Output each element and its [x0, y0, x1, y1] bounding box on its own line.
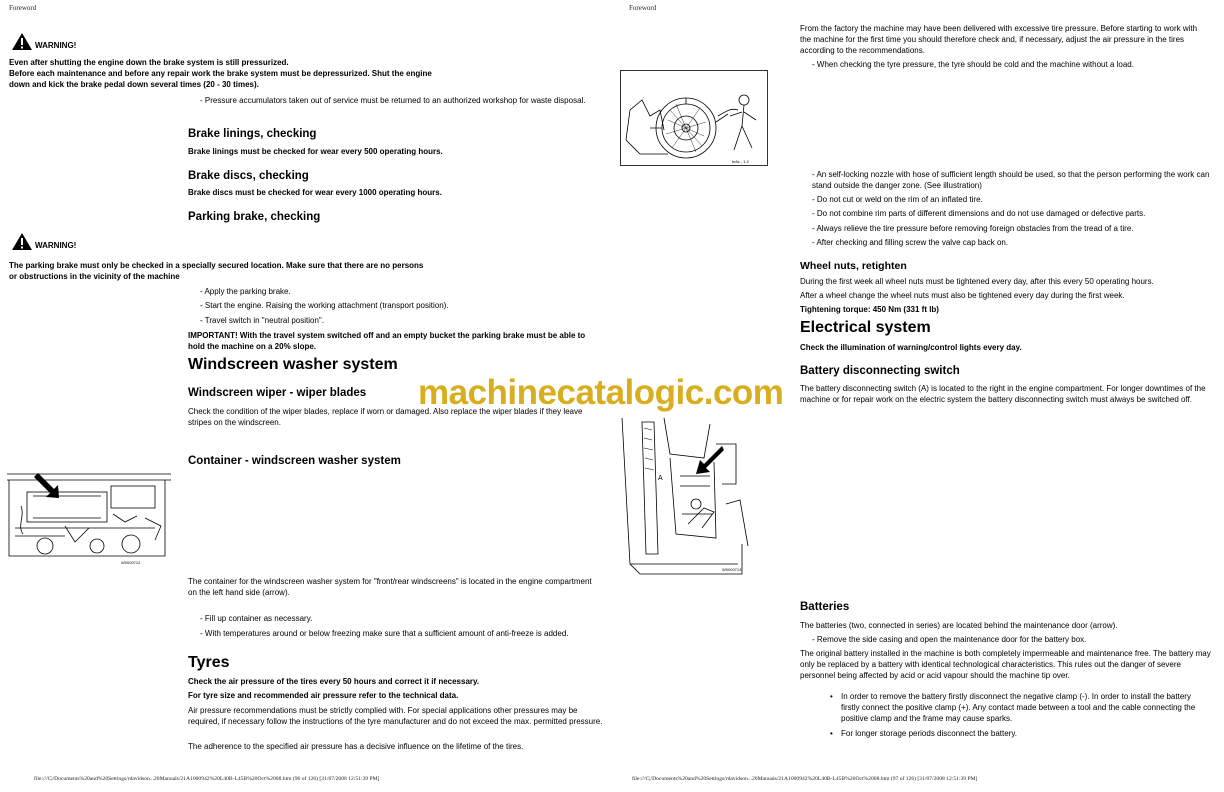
parking-step: - Travel switch in "neutral position".	[200, 316, 324, 325]
tyre-safety-step: - An self-locking nozzle with hose of sufficient length should be used, so that the person performing the work can stand outside the danger zone. (See illustration)	[812, 170, 1210, 190]
warning-line: The parking brake must only be checked in a specially secured location. Make sure that there are no persons	[9, 261, 424, 270]
warning-label: WARNING!	[35, 241, 77, 250]
parking-step: - Start the engine. Raising the working attachment (transport position).	[200, 301, 449, 310]
tyre-safety-step: - Do not cut or weld on the rim of an inflated tire.	[812, 195, 983, 204]
watermark-text: machinecatalogic.com	[418, 373, 784, 412]
tyre-check-note: - When checking the tyre pressure, the tyre should be cold and the machine without a load.	[812, 60, 1134, 69]
washer-container-figure	[5, 466, 173, 570]
warning-line: Before each maintenance and before any repair work the brake system must be depressurized. Shut the engine	[9, 69, 432, 78]
container-step: - Fill up container as necessary.	[200, 614, 313, 623]
batteries-text: The batteries (two, connected in series) are located behind the maintenance door (arrow).	[800, 621, 1118, 630]
tyre-intro-text: From the factory the machine may have been delivered with excessive tire pressure. Before starting to work with the machine for the first time you should therefore check and, if necessary, adjust the air pressure in the tires according to the recommendations.	[800, 24, 1198, 55]
page-header: Foreword	[9, 4, 37, 12]
warning-text	[9, 260, 489, 282]
page-footer: file:///C|/Documents%20and%20Settings/rdavidson...20Manuals/21A1000942%20L40B-L45B%20Oct%2008.htm (97 of 126) [31/07/2008 12:51:39 PM]	[632, 776, 978, 782]
accumulator-note: - Pressure accumulators taken out of service must be returned to an authorized workshop for waste disposal.	[200, 96, 586, 105]
battery-switch-heading: Battery disconnecting switch	[800, 365, 960, 377]
tyres-text: The adherence to the specified air pressure has a decisive influence on the lifetime of the tires.	[188, 742, 524, 751]
tyres-bold-text: For tyre size and recommended air pressure refer to the technical data.	[188, 691, 459, 700]
battery-switch-text: The battery disconnecting switch (A) is located to the right in the engine compartment. For longer downtimes of the machine or for repair work on the electric system the battery disconnecting switch must always be switched off.	[800, 384, 1206, 404]
wiper-heading: Windscreen wiper - wiper blades	[188, 387, 367, 399]
brake-linings-heading: Brake linings, checking	[188, 128, 317, 140]
parking-brake-heading: Parking brake, checking	[188, 211, 321, 223]
brake-discs-heading: Brake discs, checking	[188, 170, 309, 182]
warning-triangle-icon	[11, 32, 33, 51]
parking-step: - Apply the parking brake.	[200, 287, 291, 296]
figure-code: W0000712	[121, 560, 141, 565]
batteries-heading: Batteries	[800, 601, 850, 613]
warning-text	[9, 57, 489, 90]
important-note: IMPORTANT! With the travel system switched off and an empty bucket the parking brake must be able to hold the machine on a 20% slope.	[188, 331, 586, 351]
tyre-safety-step: - After checking and filling screw the valve cap back on.	[812, 238, 1009, 247]
warning-label: WARNING!	[35, 41, 77, 50]
arrow-icon	[696, 446, 724, 474]
warning-triangle-icon	[11, 232, 33, 251]
warning-line: down and kick the brake pedal down several times (20 - 30 times).	[9, 80, 259, 89]
brake-linings-text: Brake linings must be checked for wear every 500 operating hours.	[188, 147, 443, 156]
electrical-heading: Electrical system	[800, 319, 931, 336]
list-item: • In order to remove the battery firstly disconnect the negative clamp (-). In order to install the battery firstly connect the positive clamp (+). Any contact made between a tool and the cable connecting the positive clamp and the frame may cause sparks.	[830, 691, 1208, 724]
container-heading: Container - windscreen washer system	[188, 455, 401, 467]
figure-code: W0000713	[722, 567, 742, 572]
container-step: - With temperatures around or below freezing make sure that a sufficient amount of anti-freeze is added.	[200, 629, 569, 638]
warning-block	[11, 32, 76, 51]
tyre-inflation-figure	[620, 70, 768, 166]
wiper-text: Check the condition of the wiper blades, replace if worn or damaged. Also replace the wiper blades if they leave stripes on the windscreen.	[188, 407, 583, 427]
figure-label-a: A	[658, 475, 663, 482]
tyres-text: Air pressure recommendations must be strictly complied with. For special applications other pressures may be required, if necessary follow the instructions of the tyre manufacturer and do not exceed the max. permitted pressure.	[188, 706, 603, 726]
page-header: Foreword	[629, 4, 657, 12]
tyre-safety-step: - Do not combine rim parts of different dimensions and do not use damaged or defective parts.	[812, 209, 1146, 218]
windscreen-washer-heading: Windscreen washer system	[188, 356, 398, 373]
tyres-bold-text: Check the air pressure of the tires every 50 hours and correct it if necessary.	[188, 677, 480, 686]
wheel-nuts-heading: Wheel nuts, retighten	[800, 260, 907, 272]
brake-discs-text: Brake discs must be checked for wear every 1000 operating hours.	[188, 188, 442, 197]
tightening-torque: Tightening torque: 450 Nm (331 ft lb)	[800, 305, 939, 314]
warning-line: Even after shutting the engine down the brake system is still pressurized.	[9, 58, 289, 67]
page-footer: file:///C|/Documents%20and%20Settings/rdavidson...20Manuals/21A1000942%20L40B-L45B%20Oct%2008.htm (96 of 126) [31/07/2008 12:51:39 PM]	[34, 776, 380, 782]
wheel-nuts-text: During the first week all wheel nuts must be tightened every day, after this every 50 operating hours.	[800, 277, 1154, 286]
electrical-text: Check the illumination of warning/control lights every day.	[800, 343, 1022, 352]
warning-block	[11, 232, 76, 251]
batteries-step: - Remove the side casing and open the maintenance door for the battery box.	[812, 635, 1087, 644]
list-item: • For longer storage periods disconnect the battery.	[830, 728, 1208, 739]
arrow-icon	[34, 473, 59, 498]
battery-switch-figure	[618, 414, 760, 576]
warning-line: or obstructions in the vicinity of the machine	[9, 272, 180, 281]
container-text: The container for the windscreen washer system for "front/rear windscreens" is located in the engine compartment on the left hand side (arrow).	[188, 577, 592, 597]
tyres-heading: Tyres	[188, 654, 230, 671]
batteries-text: The original battery installed in the machine is both completely impermeable and maintenance free. The battery may only be replaced by a battery with identical technological characteristics. This rules out the danger of severe personnel being affected by acid or acid vapour should the machine tip over.	[800, 649, 1211, 680]
figure-code: br8c - 1.0	[732, 159, 749, 164]
wheel-nuts-text: After a wheel change the wheel nuts must also be tightened every day during the first week.	[800, 291, 1125, 300]
tyre-safety-step: - Always relieve the tire pressure before removing foreign obstacles from the tread of a tire.	[812, 224, 1134, 233]
battery-bullet-list	[830, 691, 1208, 743]
